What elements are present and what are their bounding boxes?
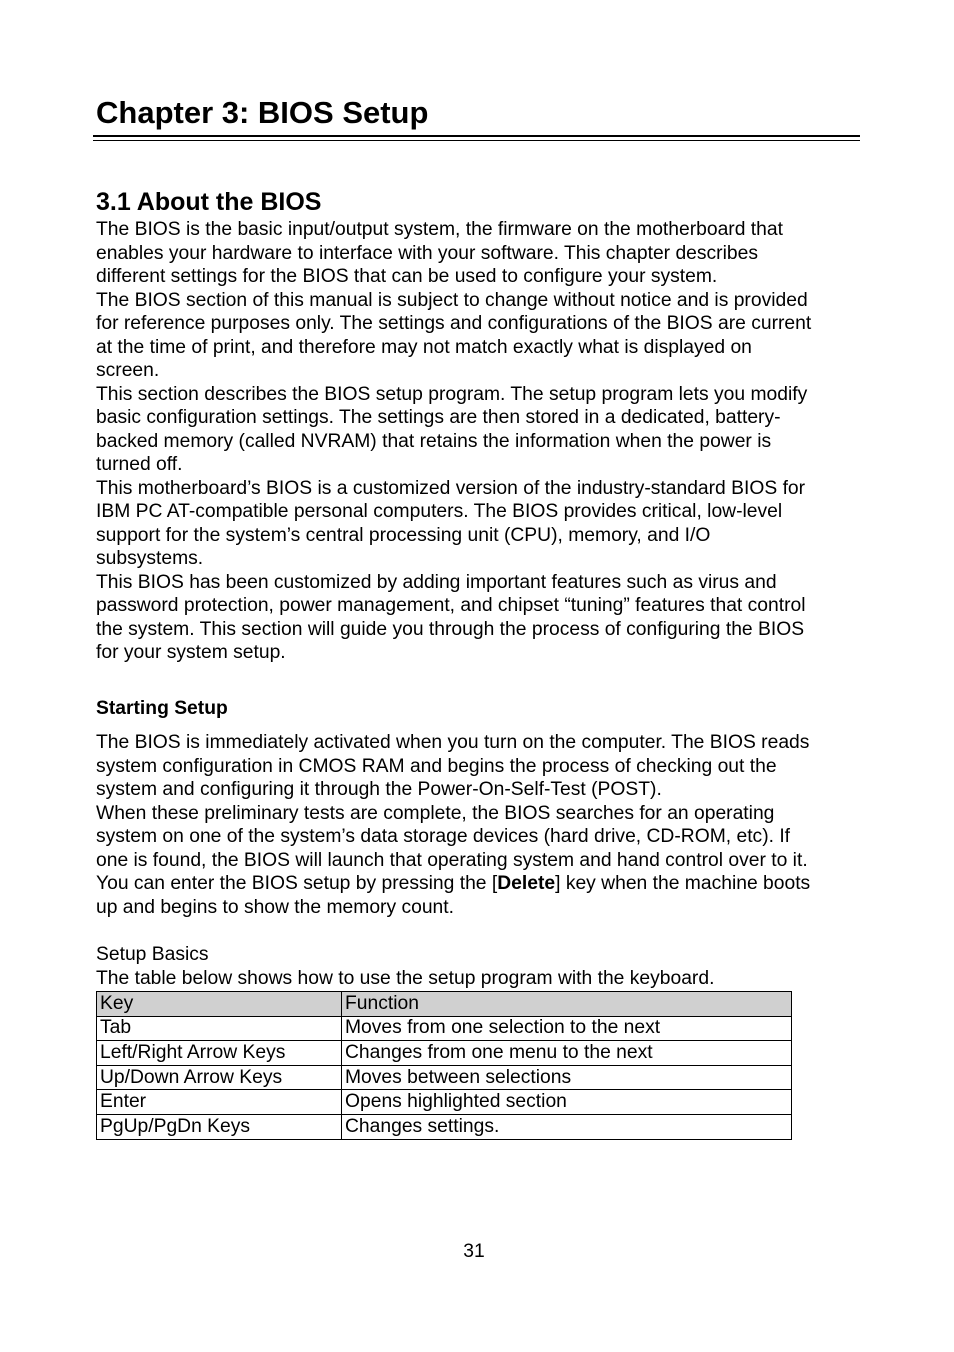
key-cell: Enter bbox=[97, 1090, 342, 1115]
intro-line: enables your hardware to interface with your software. This chapter describes bbox=[96, 242, 758, 264]
intro-line: the system. This section will guide you through the process of configuring the BIOS bbox=[96, 618, 805, 640]
setup-basics-heading: Setup Basics bbox=[96, 944, 209, 965]
function-cell: Moves between selections bbox=[342, 1065, 792, 1090]
delete-key-label: Delete bbox=[497, 873, 556, 894]
intro-line: This BIOS has been customized by adding important features such as virus and bbox=[96, 571, 777, 593]
starting-setup-line: When these preliminary tests are complete, the BIOS searches for an operating bbox=[96, 802, 775, 824]
setup-basics-text bbox=[96, 943, 866, 990]
intro-line: for your system setup. bbox=[96, 642, 286, 663]
intro-line: for reference purposes only. The settings and configurations of the BIOS are current bbox=[96, 313, 812, 334]
delete-line-after: ] key when the machine boots bbox=[555, 873, 811, 894]
table-header-row bbox=[97, 992, 792, 1017]
table-row bbox=[97, 1065, 792, 1090]
key-cell: PgUp/PgDn Keys bbox=[97, 1114, 342, 1139]
intro-line: This motherboard’s BIOS is a customized version of the industry-standard BIOS for bbox=[96, 477, 806, 499]
table-row bbox=[97, 1114, 792, 1139]
section-heading: 3.1 About the BIOS bbox=[96, 188, 322, 216]
key-cell: Tab bbox=[97, 1016, 342, 1041]
chapter-rule-thin bbox=[93, 140, 860, 141]
function-cell: Changes settings. bbox=[342, 1114, 792, 1139]
starting-setup-text bbox=[96, 731, 866, 919]
intro-line: password protection, power management, and chipset “tuning” features that control bbox=[96, 595, 806, 616]
intro-line: turned off. bbox=[96, 454, 183, 475]
header-function: Function bbox=[342, 992, 792, 1017]
function-cell: Moves from one selection to the next bbox=[342, 1016, 792, 1041]
key-cell: Up/Down Arrow Keys bbox=[97, 1065, 342, 1090]
starting-setup-line: one is found, the BIOS will launch that operating system and hand control over to it. bbox=[96, 849, 808, 871]
intro-line: backed memory (called NVRAM) that retains the information when the power is bbox=[96, 430, 772, 452]
intro-line: The BIOS is the basic input/output system, the firmware on the motherboard that bbox=[96, 219, 783, 240]
table-row bbox=[97, 1041, 792, 1066]
table-row bbox=[97, 1090, 792, 1115]
intro-text bbox=[96, 218, 866, 665]
delete-line-before: You can enter the BIOS setup by pressing the [ bbox=[96, 873, 498, 894]
starting-setup-line: The BIOS is immediately activated when you turn on the computer. The BIOS reads bbox=[96, 732, 810, 753]
table-row bbox=[97, 1016, 792, 1041]
delete-key-line bbox=[96, 872, 866, 896]
page-number: 31 bbox=[463, 1241, 485, 1262]
intro-line: support for the system’s central processing unit (CPU), memory, and I/O bbox=[96, 524, 711, 546]
setup-basics-description: The table below shows how to use the setup program with the keyboard. bbox=[96, 967, 715, 989]
key-cell: Left/Right Arrow Keys bbox=[97, 1041, 342, 1066]
chapter-rule-thick bbox=[93, 135, 860, 137]
intro-line: different settings for the BIOS that can be used to configure your system. bbox=[96, 266, 718, 287]
starting-setup-line: system configuration in CMOS RAM and begins the process of checking out the bbox=[96, 755, 777, 777]
intro-line: The BIOS section of this manual is subject to change without notice and is provided bbox=[96, 289, 808, 311]
intro-line: subsystems. bbox=[96, 548, 204, 569]
starting-setup-line: up and begins to show the memory count. bbox=[96, 896, 454, 918]
intro-line: basic configuration settings. The settings are then stored in a dedicated, battery- bbox=[96, 407, 781, 428]
intro-line: IBM PC AT-compatible personal computers. The BIOS provides critical, low-level bbox=[96, 501, 783, 522]
function-cell: Changes from one menu to the next bbox=[342, 1041, 792, 1066]
intro-line: This section describes the BIOS setup program. The setup program lets you modify bbox=[96, 383, 808, 405]
starting-setup-line: system and configuring it through the Power-On-Self-Test (POST). bbox=[96, 779, 662, 800]
chapter-title: Chapter 3: BIOS Setup bbox=[96, 95, 429, 130]
starting-setup-line: system on one of the system’s data storage devices (hard drive, CD-ROM, etc). If bbox=[96, 826, 791, 847]
intro-line: screen. bbox=[96, 360, 160, 381]
function-cell: Opens highlighted section bbox=[342, 1090, 792, 1115]
keyboard-table bbox=[96, 991, 792, 1140]
intro-line: at the time of print, and therefore may not match exactly what is displayed on bbox=[96, 336, 752, 358]
header-key: Key bbox=[97, 992, 342, 1017]
starting-setup-heading: Starting Setup bbox=[96, 698, 228, 719]
